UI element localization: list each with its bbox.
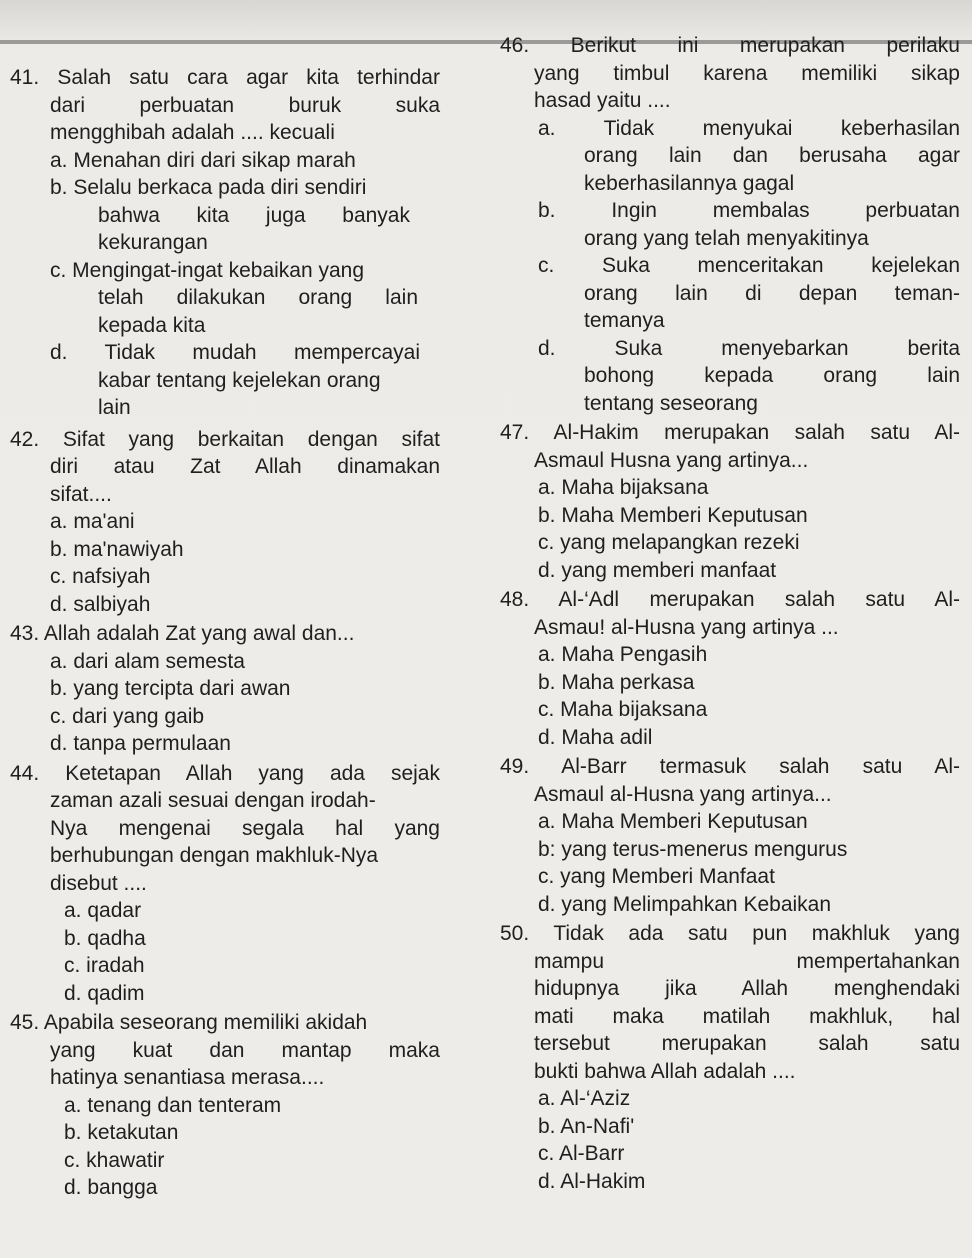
question-text: 47. Al-Hakim merupakan salah satu Al-	[500, 421, 960, 444]
question-41	[10, 64, 440, 422]
option-d: d. Tidak mudah mempercayai	[50, 341, 420, 364]
question-text: 44. Ketetapan Allah yang ada sejak	[10, 761, 440, 785]
question-text: 48. Al-‘Adl merupakan salah satu Al-	[500, 588, 960, 611]
option-d-cont: tentang seseorang	[584, 391, 758, 415]
option-a: a. Al-‘Aziz	[538, 1087, 631, 1110]
option-a: a. Maha bijaksana	[538, 476, 709, 499]
option-c-cont: temanya	[584, 309, 665, 332]
option-b: b. yang tercipta dari awan	[50, 677, 291, 700]
option-a: a. dari alam semesta	[50, 649, 245, 673]
question-text: hatinya senantiasa merasa....	[50, 1066, 325, 1089]
question-text: hasad yaitu ....	[534, 89, 671, 112]
option-d: d. Maha adil	[538, 725, 653, 749]
question-text: bukti bahwa Allah adalah ....	[534, 1059, 796, 1083]
option-b-cont: bahwa kita juga banyak	[98, 203, 410, 227]
option-b: b. ma'nawiyah	[50, 537, 184, 561]
question-text: zaman azali sesuai dengan irodah-	[50, 789, 376, 812]
question-text: 46. Berikut ini merupakan perilaku	[500, 34, 960, 57]
question-text: 49. Al-Barr termasuk salah satu Al-	[500, 755, 960, 778]
left-column	[10, 60, 440, 1202]
question-text: yang kuat dan mantap maka	[50, 1038, 440, 1062]
option-c-cont: orang lain di depan teman-	[584, 281, 960, 305]
option-c: c. Maha bijaksana	[538, 698, 708, 721]
question-47	[500, 419, 960, 584]
question-text: berhubungan dengan makhluk-Nya	[50, 844, 379, 867]
question-48	[500, 586, 960, 751]
option-c: c. Al-Barr	[538, 1142, 625, 1165]
question-46	[500, 32, 960, 417]
question-text: 50. Tidak ada satu pun makhluk yang	[500, 922, 960, 945]
option-b: b. An-Nafi'	[538, 1114, 635, 1138]
question-text: Nya mengenai segala hal yang	[50, 816, 440, 840]
right-column	[500, 32, 960, 1195]
option-a: a. ma'ani	[50, 510, 135, 533]
question-text: 41. Salah satu cara agar kita terhindar	[10, 66, 440, 89]
option-c-cont: telah dilakukan orang lain	[98, 286, 418, 309]
question-43	[10, 620, 440, 758]
option-b-cont: kekurangan	[98, 231, 208, 254]
option-a: a. qadar	[64, 899, 142, 922]
option-b: b. Selalu berkaca pada diri sendiri	[50, 176, 367, 199]
question-text: mati maka matilah makhluk, hal	[534, 1004, 960, 1028]
option-b-cont: orang yang telah menyakitinya	[584, 226, 869, 250]
question-text: mengghibah adalah .... kecuali	[50, 121, 335, 144]
option-c: c. Mengingat-ingat kebaikan yang	[50, 258, 365, 282]
question-text: sifat....	[50, 482, 112, 506]
option-a: a. Maha Memberi Keputusan	[538, 810, 808, 833]
question-text: mampu mempertahankan	[534, 949, 960, 973]
question-text: disebut ....	[50, 871, 147, 895]
question-45	[10, 1009, 440, 1202]
question-44	[10, 760, 440, 1008]
option-d-cont: bohong kepada orang lain	[584, 364, 960, 387]
option-d: d. Al-Hakim	[538, 1169, 646, 1193]
question-text: Asmaul Husna yang artinya...	[534, 448, 809, 472]
option-d: d. qadim	[64, 981, 145, 1005]
option-d: d. tanpa permulaan	[50, 732, 231, 755]
option-d-cont: kabar tentang kejelekan orang	[98, 368, 381, 392]
question-text: Asmaul al-Husna yang artinya...	[534, 782, 832, 806]
option-d-cont: lain	[98, 396, 131, 419]
question-text: Asmau! al-Husna yang artinya ...	[534, 615, 839, 639]
option-c: c. khawatir	[64, 1148, 165, 1172]
question-text: 43. Allah adalah Zat yang awal dan...	[10, 622, 355, 645]
option-c-cont: kepada kita	[98, 313, 206, 337]
option-c: c. iradah	[64, 954, 145, 977]
question-50	[500, 920, 960, 1195]
option-b: b. qadha	[64, 926, 146, 950]
option-a: a. Tidak menyukai keberhasilan	[538, 116, 960, 140]
option-b: b: yang terus-menerus mengurus	[538, 837, 848, 861]
question-text: 45. Apabila seseorang memiliki akidah	[10, 1011, 368, 1034]
option-c: c. nafsiyah	[50, 565, 151, 588]
question-text: diri atau Zat Allah dinamakan	[50, 455, 440, 478]
option-c: c. yang melapangkan rezeki	[538, 531, 800, 554]
option-a-cont: keberhasilannya gagal	[584, 171, 795, 195]
question-49	[500, 753, 960, 918]
option-d: d. bangga	[64, 1176, 158, 1199]
question-text: 42. Sifat yang berkaitan dengan sifat	[10, 427, 440, 451]
question-text: tersebut merupakan salah satu	[534, 1032, 960, 1055]
option-b: b. ketakutan	[64, 1121, 179, 1144]
option-a: a. Maha Pengasih	[538, 643, 708, 666]
option-a: a. Menahan diri dari sikap marah	[50, 148, 356, 172]
option-c: c. dari yang gaib	[50, 704, 205, 728]
question-text: dari perbuatan buruk suka	[50, 93, 440, 117]
question-42	[10, 426, 440, 619]
question-text: hidupnya jika Allah menghendaki	[534, 977, 960, 1000]
option-b: b. Maha Memberi Keputusan	[538, 503, 808, 527]
option-d: d. yang memberi manfaat	[538, 558, 777, 582]
option-d: d. yang Melimpahkan Kebaikan	[538, 892, 832, 916]
option-a-cont: orang lain dan berusaha agar	[584, 144, 960, 167]
option-a: a. tenang dan tenteram	[64, 1093, 282, 1117]
question-text: yang timbul karena memiliki sikap	[534, 61, 960, 85]
option-c: c. yang Memberi Manfaat	[538, 865, 775, 888]
option-b: b. Maha perkasa	[538, 670, 695, 694]
option-c: c. Suka menceritakan kejelekan	[538, 254, 960, 277]
option-b: b. Ingin membalas perbuatan	[538, 199, 960, 222]
option-d: d. Suka menyebarkan berita	[538, 336, 960, 360]
option-d: d. salbiyah	[50, 592, 151, 616]
